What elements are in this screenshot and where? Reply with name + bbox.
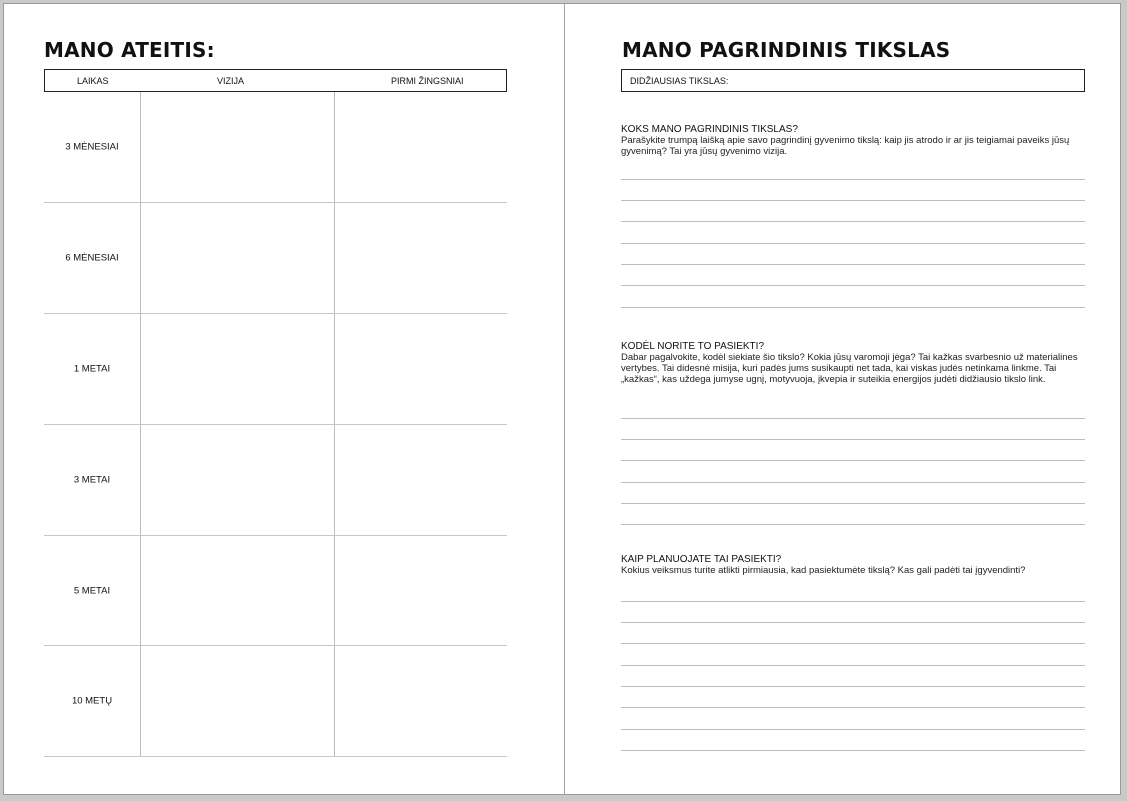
section-instructions: Parašykite trumpą laišką apie savo pagrindinį gyvenimo tikslą: kaip jis atrodo ir ar jis teigiamai paveiks jūsų gyvenimą? Tai yra jūsų gyvenimo vizija. (621, 135, 1070, 157)
writing-line (621, 179, 1085, 180)
writing-line (621, 601, 1085, 602)
table-row[interactable] (44, 314, 507, 425)
section-instructions: Dabar pagalvokite, kodėl siekiate šio tikslo? Kokia jūsų varomoji jėga? Tai kažkas svarbesnio už materialines vertybes. Tai didesnė misija, kuri padės jums susikaupti net tada, kai viskas judės netinkama linkme. Tai „kažkas“, kas uždega jumyse ugnį, motyvuoja, įkvepia ir suteikia energijos judėti didžiausio tikslo link. (621, 352, 1078, 385)
future-table (44, 92, 507, 757)
writing-line (621, 503, 1085, 504)
table-row[interactable] (44, 536, 507, 646)
table-row[interactable] (44, 92, 507, 203)
writing-line (621, 643, 1085, 644)
header-time: LAIKAS (77, 76, 109, 86)
header-vision: VIZIJA (217, 76, 245, 86)
row-label: 3 METAI (73, 474, 111, 486)
writing-line (621, 200, 1085, 201)
writing-line (621, 307, 1085, 308)
writing-line (621, 482, 1085, 483)
writing-line (621, 243, 1085, 244)
page-gutter (564, 4, 565, 794)
section-why (621, 341, 1085, 385)
section-main-goal (621, 124, 1085, 157)
row-label: 5 METAI (73, 585, 111, 596)
right-page-title: MANO PAGRINDINIS TIKSLAS (622, 38, 951, 62)
writing-lines-how[interactable] (621, 601, 1085, 756)
section-heading: KOKS MANO PAGRINDINIS TIKSLAS? (621, 124, 798, 135)
writing-line (621, 460, 1085, 461)
table-row[interactable] (44, 203, 507, 314)
writing-lines-why[interactable] (621, 418, 1085, 528)
writing-lines-main-goal[interactable] (621, 179, 1085, 309)
row-label: 1 METAI (73, 363, 111, 375)
table-row[interactable] (44, 425, 507, 536)
table-row[interactable] (44, 646, 507, 757)
section-how (621, 554, 1085, 576)
section-heading: KAIP PLANUOJATE TAI PASIEKTI? (621, 554, 782, 565)
row-label: 3 MĖNESIAI (65, 141, 119, 153)
writing-line (621, 439, 1085, 440)
writing-line (621, 622, 1085, 623)
section-heading: KODĖL NORITE TO PASIEKTI? (621, 341, 765, 352)
writing-line (621, 665, 1085, 666)
header-first-steps: PIRMI ŽINGSNIAI (391, 76, 464, 86)
writing-line (621, 750, 1085, 751)
biggest-goal-field[interactable]: DIDŽIAUSIAS TIKSLAS: (621, 69, 1085, 92)
writing-line (621, 221, 1085, 222)
left-page-title: MANO ATEITIS: (44, 38, 215, 62)
writing-line (621, 729, 1085, 730)
writing-line (621, 686, 1085, 687)
writing-line (621, 264, 1085, 265)
row-label: 6 MĖNESIAI (65, 252, 119, 264)
planner-spread (3, 3, 1121, 795)
writing-line (621, 418, 1085, 419)
table-header (44, 69, 507, 92)
writing-line (621, 707, 1085, 708)
writing-line (621, 524, 1085, 525)
row-label: 10 METŲ (71, 695, 113, 707)
section-instructions: Kokius veiksmus turite atlikti pirmiausia, kad pasiektumėte tikslą? Kas gali padėti tai įgyvendinti? (621, 565, 1026, 576)
writing-line (621, 285, 1085, 286)
